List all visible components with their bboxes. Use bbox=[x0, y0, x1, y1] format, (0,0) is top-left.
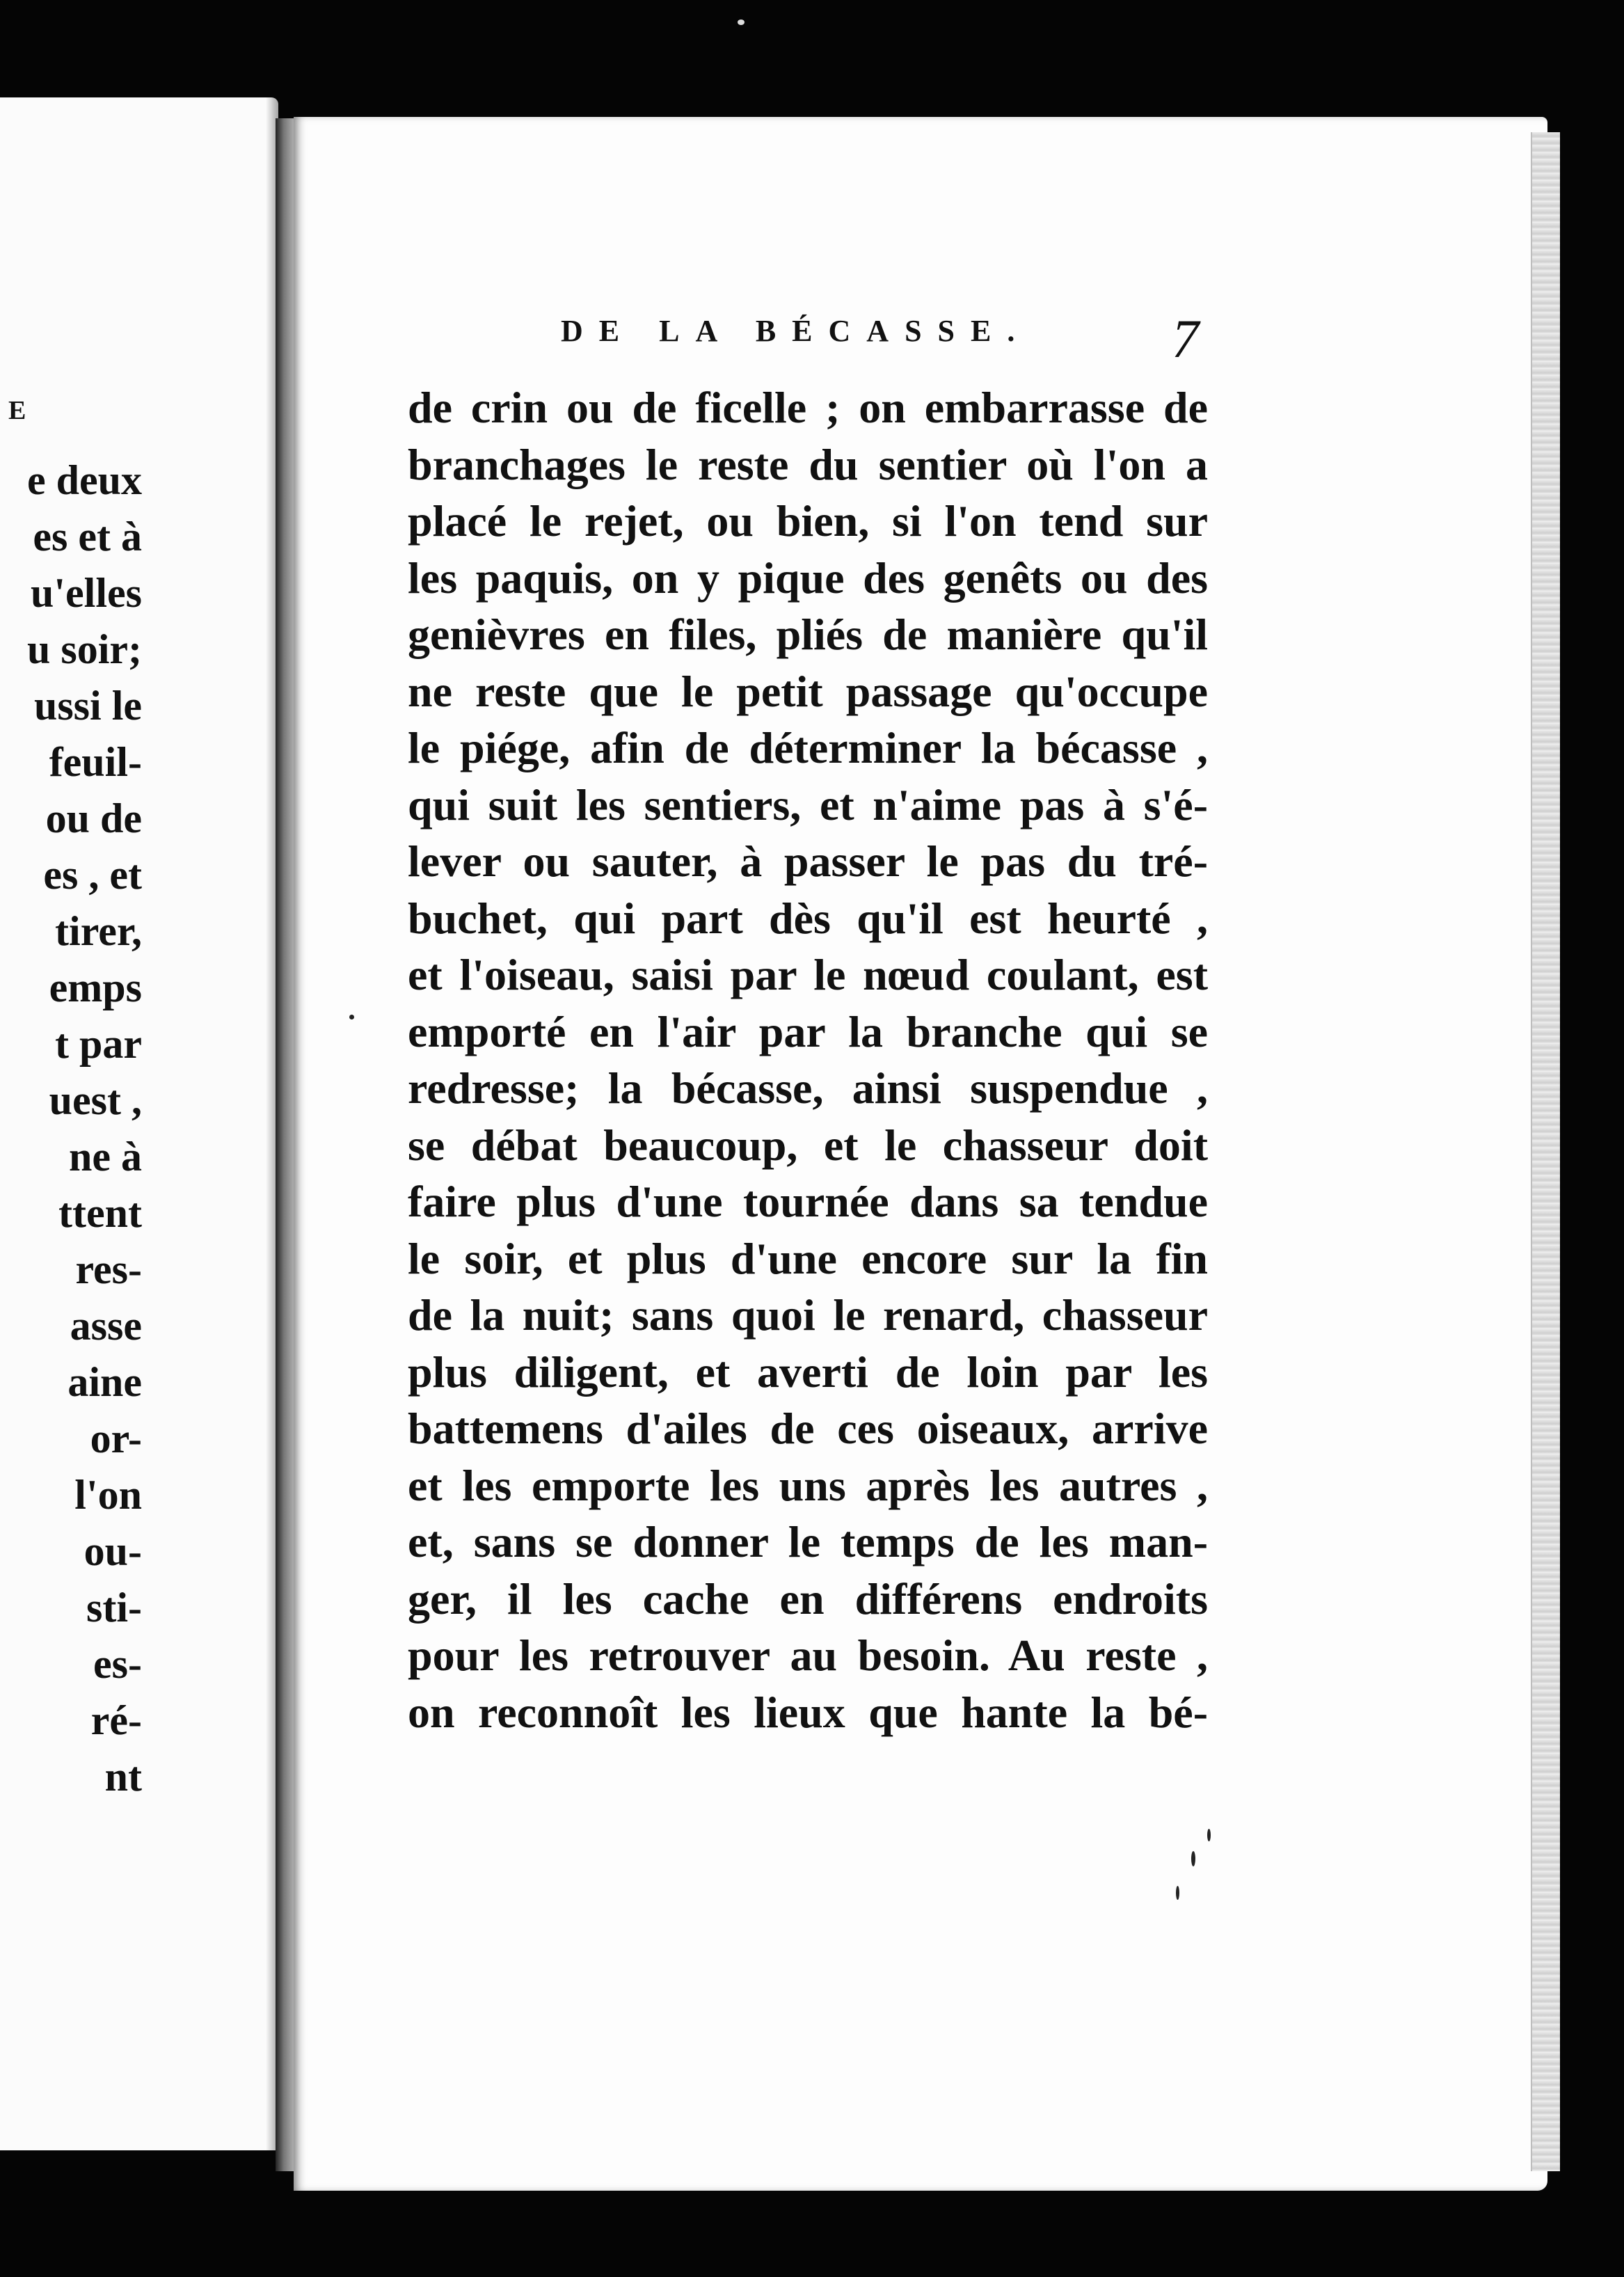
left-page-text-line: u'elles bbox=[31, 570, 142, 616]
text-line: qui suit les sentiers, et n'aime pas à s'é- bbox=[408, 779, 1208, 830]
text-line: et les emporte les uns après les autres , bbox=[408, 1460, 1208, 1510]
text-line: plus diligent, et averti de loin par les bbox=[408, 1347, 1208, 1397]
left-page-text-line: es- bbox=[93, 1641, 142, 1687]
text-line: buchet, qui part dès qu'il est heurté , bbox=[408, 893, 1208, 943]
running-head: DE LA BÉCASSE. bbox=[561, 314, 1031, 348]
dust-speck bbox=[1191, 1851, 1195, 1866]
left-page-text-line: ne à bbox=[69, 1134, 142, 1180]
left-page-text-line: ou- bbox=[83, 1528, 142, 1574]
left-page-text-line: l'on bbox=[74, 1472, 142, 1518]
left-page-text-line: es , et bbox=[43, 852, 142, 898]
text-line: et l'oiseau, saisi par le nœud coulant, est bbox=[408, 950, 1208, 999]
left-page bbox=[0, 97, 278, 2150]
body-text bbox=[408, 379, 1208, 1740]
dust-speck bbox=[1207, 1829, 1211, 1841]
left-page-text-line: e deux bbox=[27, 457, 142, 503]
text-line: le soir, et plus d'une encore sur la fin bbox=[408, 1233, 1208, 1283]
left-page-text-line: uest , bbox=[49, 1077, 142, 1123]
text-line: le piége, afin de déterminer la bécasse , bbox=[408, 723, 1208, 772]
left-page-text-line: nt bbox=[104, 1754, 142, 1800]
text-line: branchages le reste du sentier où l'on a bbox=[408, 439, 1208, 489]
left-page-text-line: feuil- bbox=[49, 739, 142, 785]
text-line: battemens d'ailes de ces oiseaux, arrive bbox=[408, 1404, 1208, 1453]
left-page-text-line: emps bbox=[49, 965, 142, 1010]
left-page-text-line: sti- bbox=[86, 1585, 142, 1631]
left-page-text-line: ttent bbox=[58, 1190, 142, 1236]
text-line: on reconnoît les lieux que hante la bé- bbox=[408, 1687, 1208, 1737]
text-line: genièvres en files, pliés de manière qu'il bbox=[408, 610, 1208, 659]
text-line: redresse; la bécasse, ainsi suspendue , bbox=[408, 1063, 1208, 1113]
left-page-text bbox=[27, 452, 142, 1805]
dust-speck bbox=[1176, 1886, 1179, 1900]
text-line: ger, il les cache en différens endroits bbox=[408, 1573, 1208, 1624]
text-line: faire plus d'une tournée dans sa tendue bbox=[408, 1177, 1208, 1226]
left-page-text-line: es et à bbox=[33, 514, 142, 560]
text-line: de crin ou de ficelle ; on embarrasse de bbox=[408, 383, 1208, 432]
left-page-text-line: res- bbox=[75, 1246, 142, 1292]
text-line: lever ou sauter, à passer le pas du tré- bbox=[408, 836, 1208, 886]
left-page-text-line: ré- bbox=[90, 1697, 142, 1743]
page-number: 7 bbox=[1172, 308, 1199, 369]
text-line: emporté en l'air par la branche qui se bbox=[408, 1006, 1208, 1056]
left-page-text-line: asse bbox=[70, 1303, 142, 1349]
dust-speck bbox=[738, 19, 745, 25]
left-page-text-line: aine bbox=[67, 1359, 142, 1405]
text-line: pour les retrouver au besoin. Au reste , bbox=[408, 1631, 1208, 1680]
text-line: et, sans se donner le temps de les man- bbox=[408, 1517, 1208, 1566]
text-line: les paquis, on y pique des genêts ou des bbox=[408, 553, 1208, 603]
left-page-text-line: tirer, bbox=[55, 908, 142, 954]
page-stack-edge bbox=[1531, 132, 1560, 2171]
left-page-text-line: ussi le bbox=[33, 683, 142, 729]
left-page-running-head: E bbox=[8, 396, 29, 425]
left-page-text-line: or- bbox=[90, 1415, 142, 1461]
text-line: se débat beaucoup, et le chasseur doit bbox=[408, 1120, 1208, 1170]
text-line: placé le rejet, ou bien, si l'on tend sur bbox=[408, 496, 1208, 546]
left-page-text-line: ou de bbox=[45, 795, 142, 841]
text-line: ne reste que le petit passage qu'occupe bbox=[408, 666, 1208, 716]
text-line: de la nuit; sans quoi le renard, chasseur bbox=[408, 1290, 1208, 1340]
left-page-text-area bbox=[0, 97, 278, 2150]
dust-speck bbox=[349, 1015, 354, 1020]
left-page-text-line: t par bbox=[55, 1021, 142, 1067]
left-page-text-line: u soir; bbox=[27, 626, 142, 672]
